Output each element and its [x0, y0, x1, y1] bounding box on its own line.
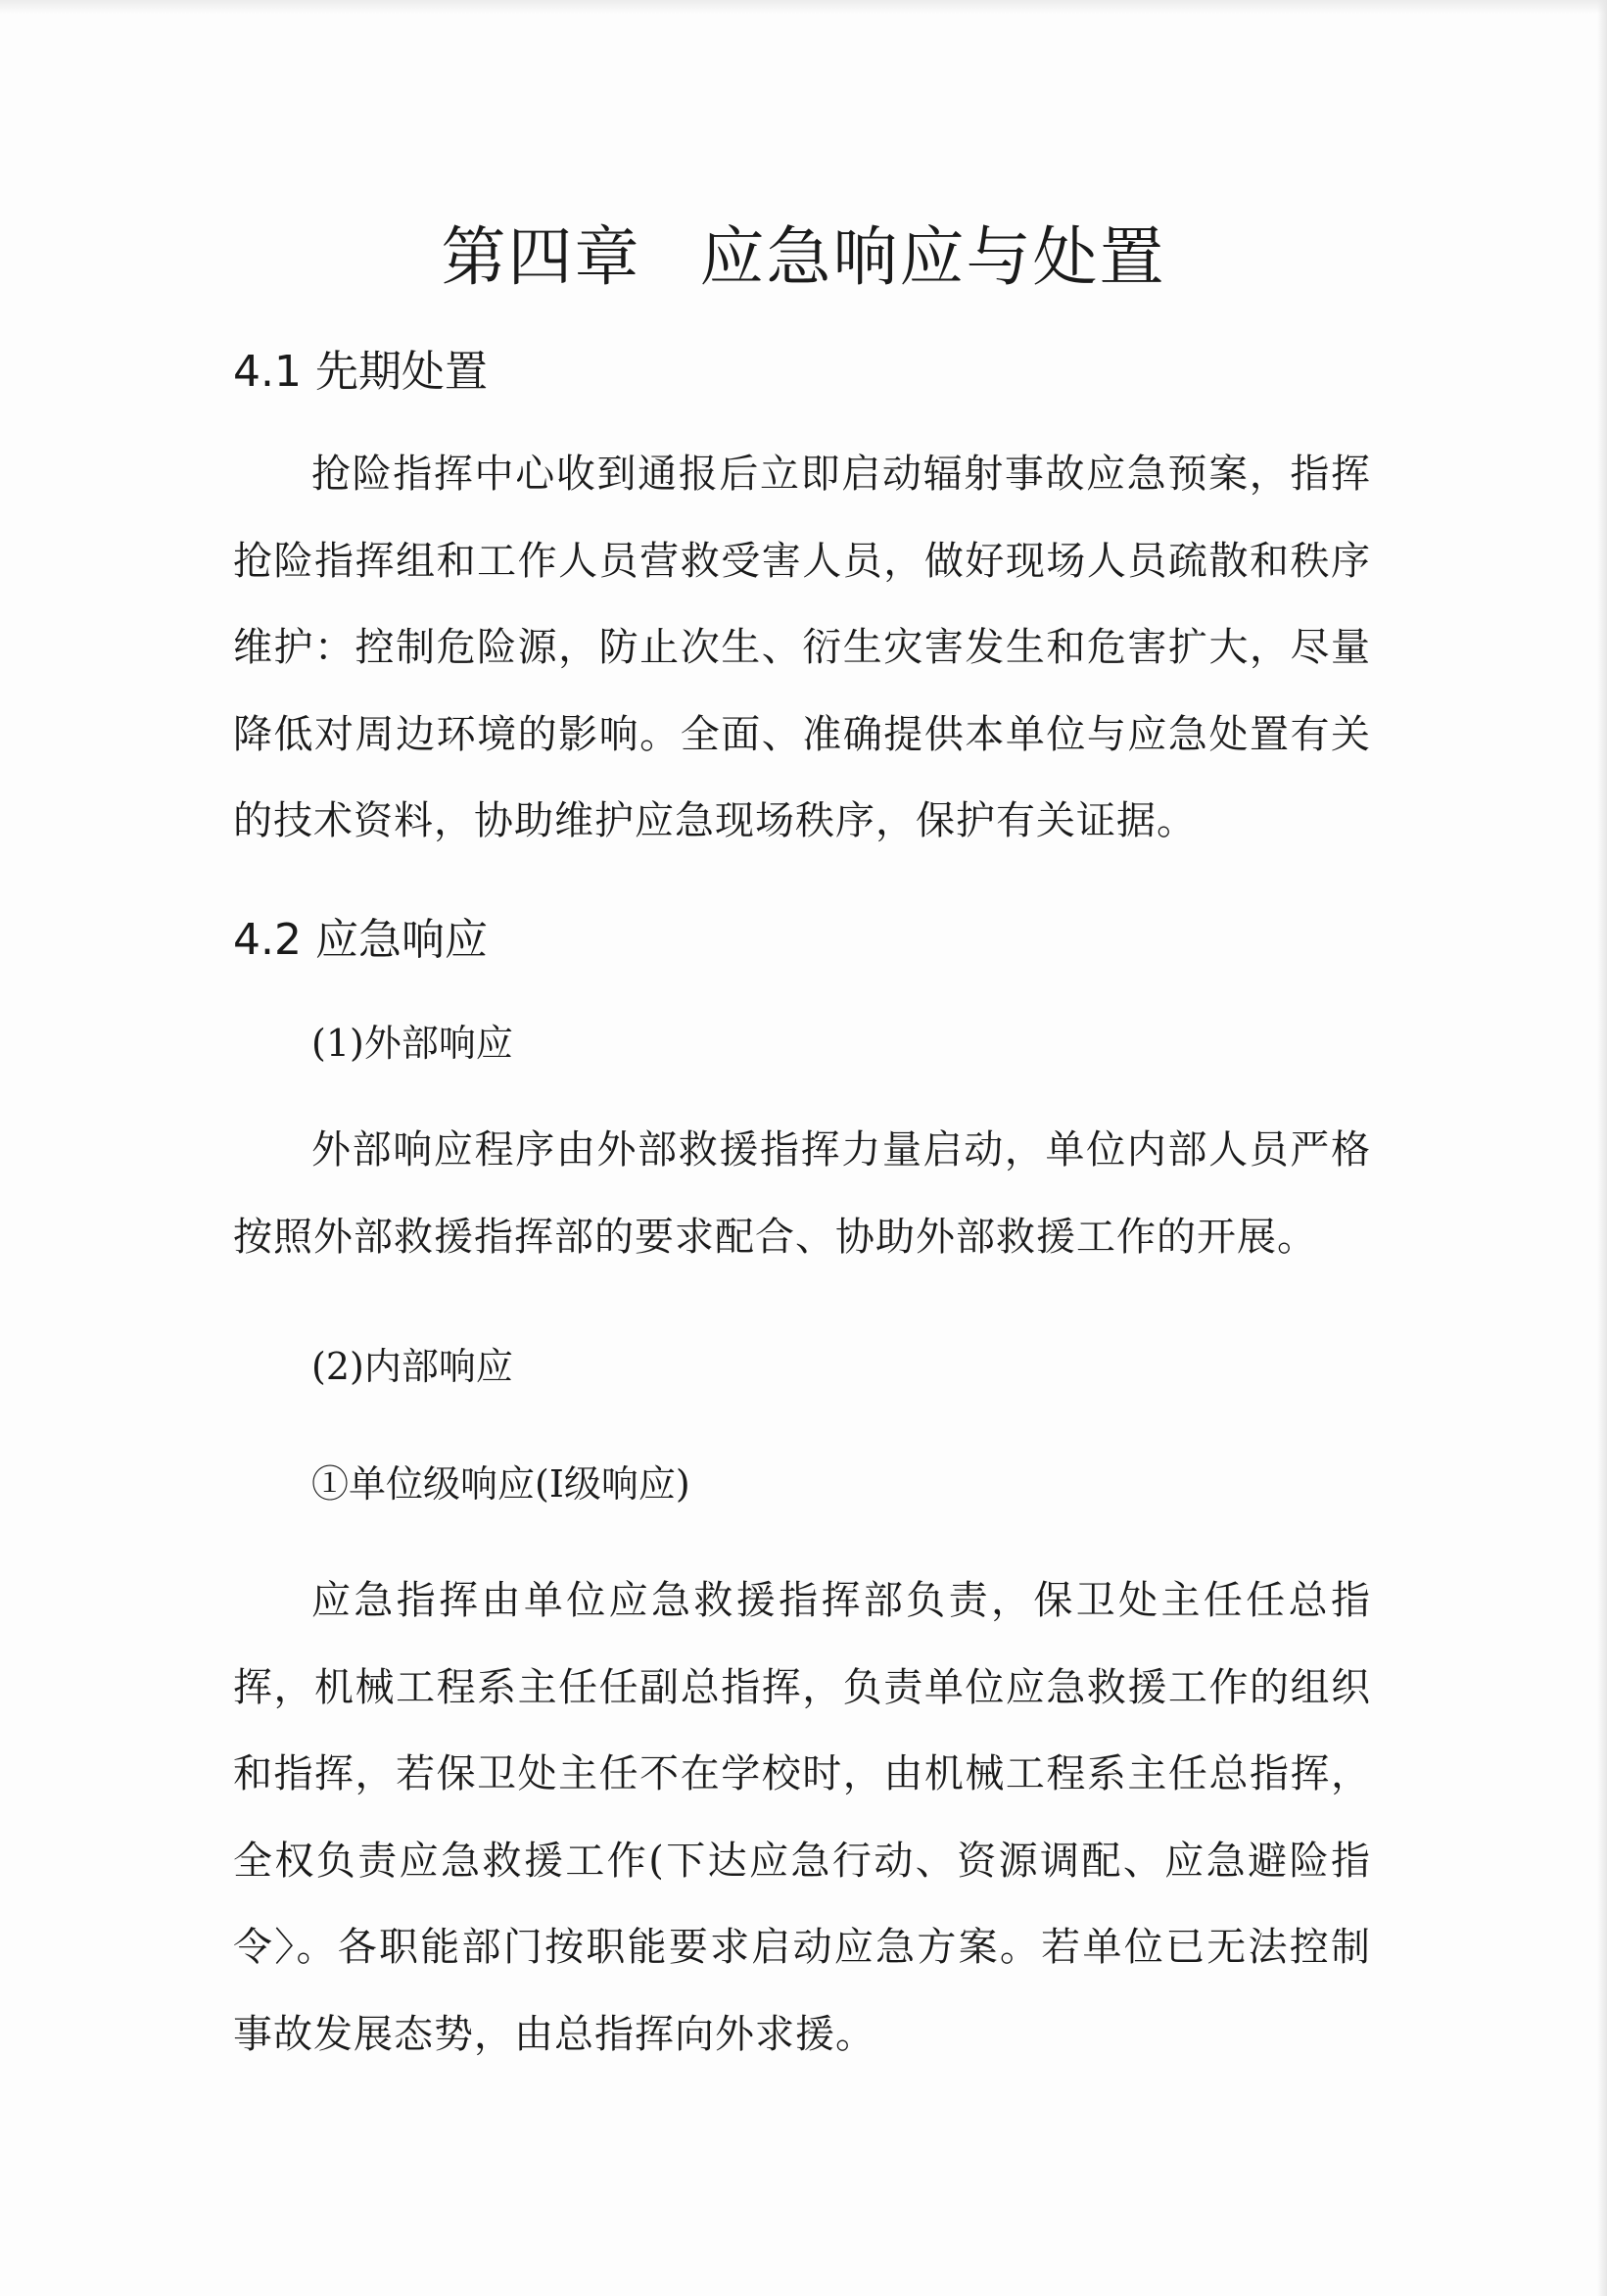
chapter-name: 应急响应与处置: [699, 219, 1166, 295]
subheading-internal-response: (2)内部响应: [311, 1345, 513, 1388]
subheading-unit-level-response: ①单位级响应(Ⅰ级响应): [311, 1462, 690, 1506]
paragraph-unit-level-response: 应急指挥由单位应急救援指挥部负责，保卫处主任任总指挥，机械工程系主任任副总指挥，负责单位应急救援工作的组织和指挥，若保卫处主任不在学校时，由机械工程系主任总指挥，全权负责应急救援工作(下达应急行动、资源调配、应急避险指令〉。各职能部门按职能要求启动应急方案。若单位已无法控制事故发展态势，由总指挥向外求援。: [233, 1578, 1371, 2057]
scan-edge-right: [1597, 0, 1607, 2296]
chapter-number: 第四章: [441, 219, 641, 295]
section-heading-4-1: 4.1 先期处置: [233, 347, 488, 397]
section-heading-4-2: 4.2 应急响应: [233, 915, 488, 965]
chapter-title: [0, 214, 1607, 302]
paragraph-initial-response: 抢险指挥中心收到通报后立即启动辐射事故应急预案，指挥抢险指挥组和工作人员营救受害人员，做好现场人员疏散和秩序维护：控制危险源，防止次生、衍生灾害发生和危害扩大，尽量降低对周边环境的影响。全面、准确提供本单位与应急处置有关的技术资料，协助维护应急现场秩序，保护有关证据。: [233, 452, 1371, 843]
scan-edge-top: [0, 0, 1607, 14]
subheading-external-response: (1)外部响应: [311, 1022, 513, 1065]
paragraph-external-response: 外部响应程序由外部救援指挥力量启动，单位内部人员严格按照外部救援指挥部的要求配合、协助外部救援工作的开展。: [233, 1127, 1371, 1260]
